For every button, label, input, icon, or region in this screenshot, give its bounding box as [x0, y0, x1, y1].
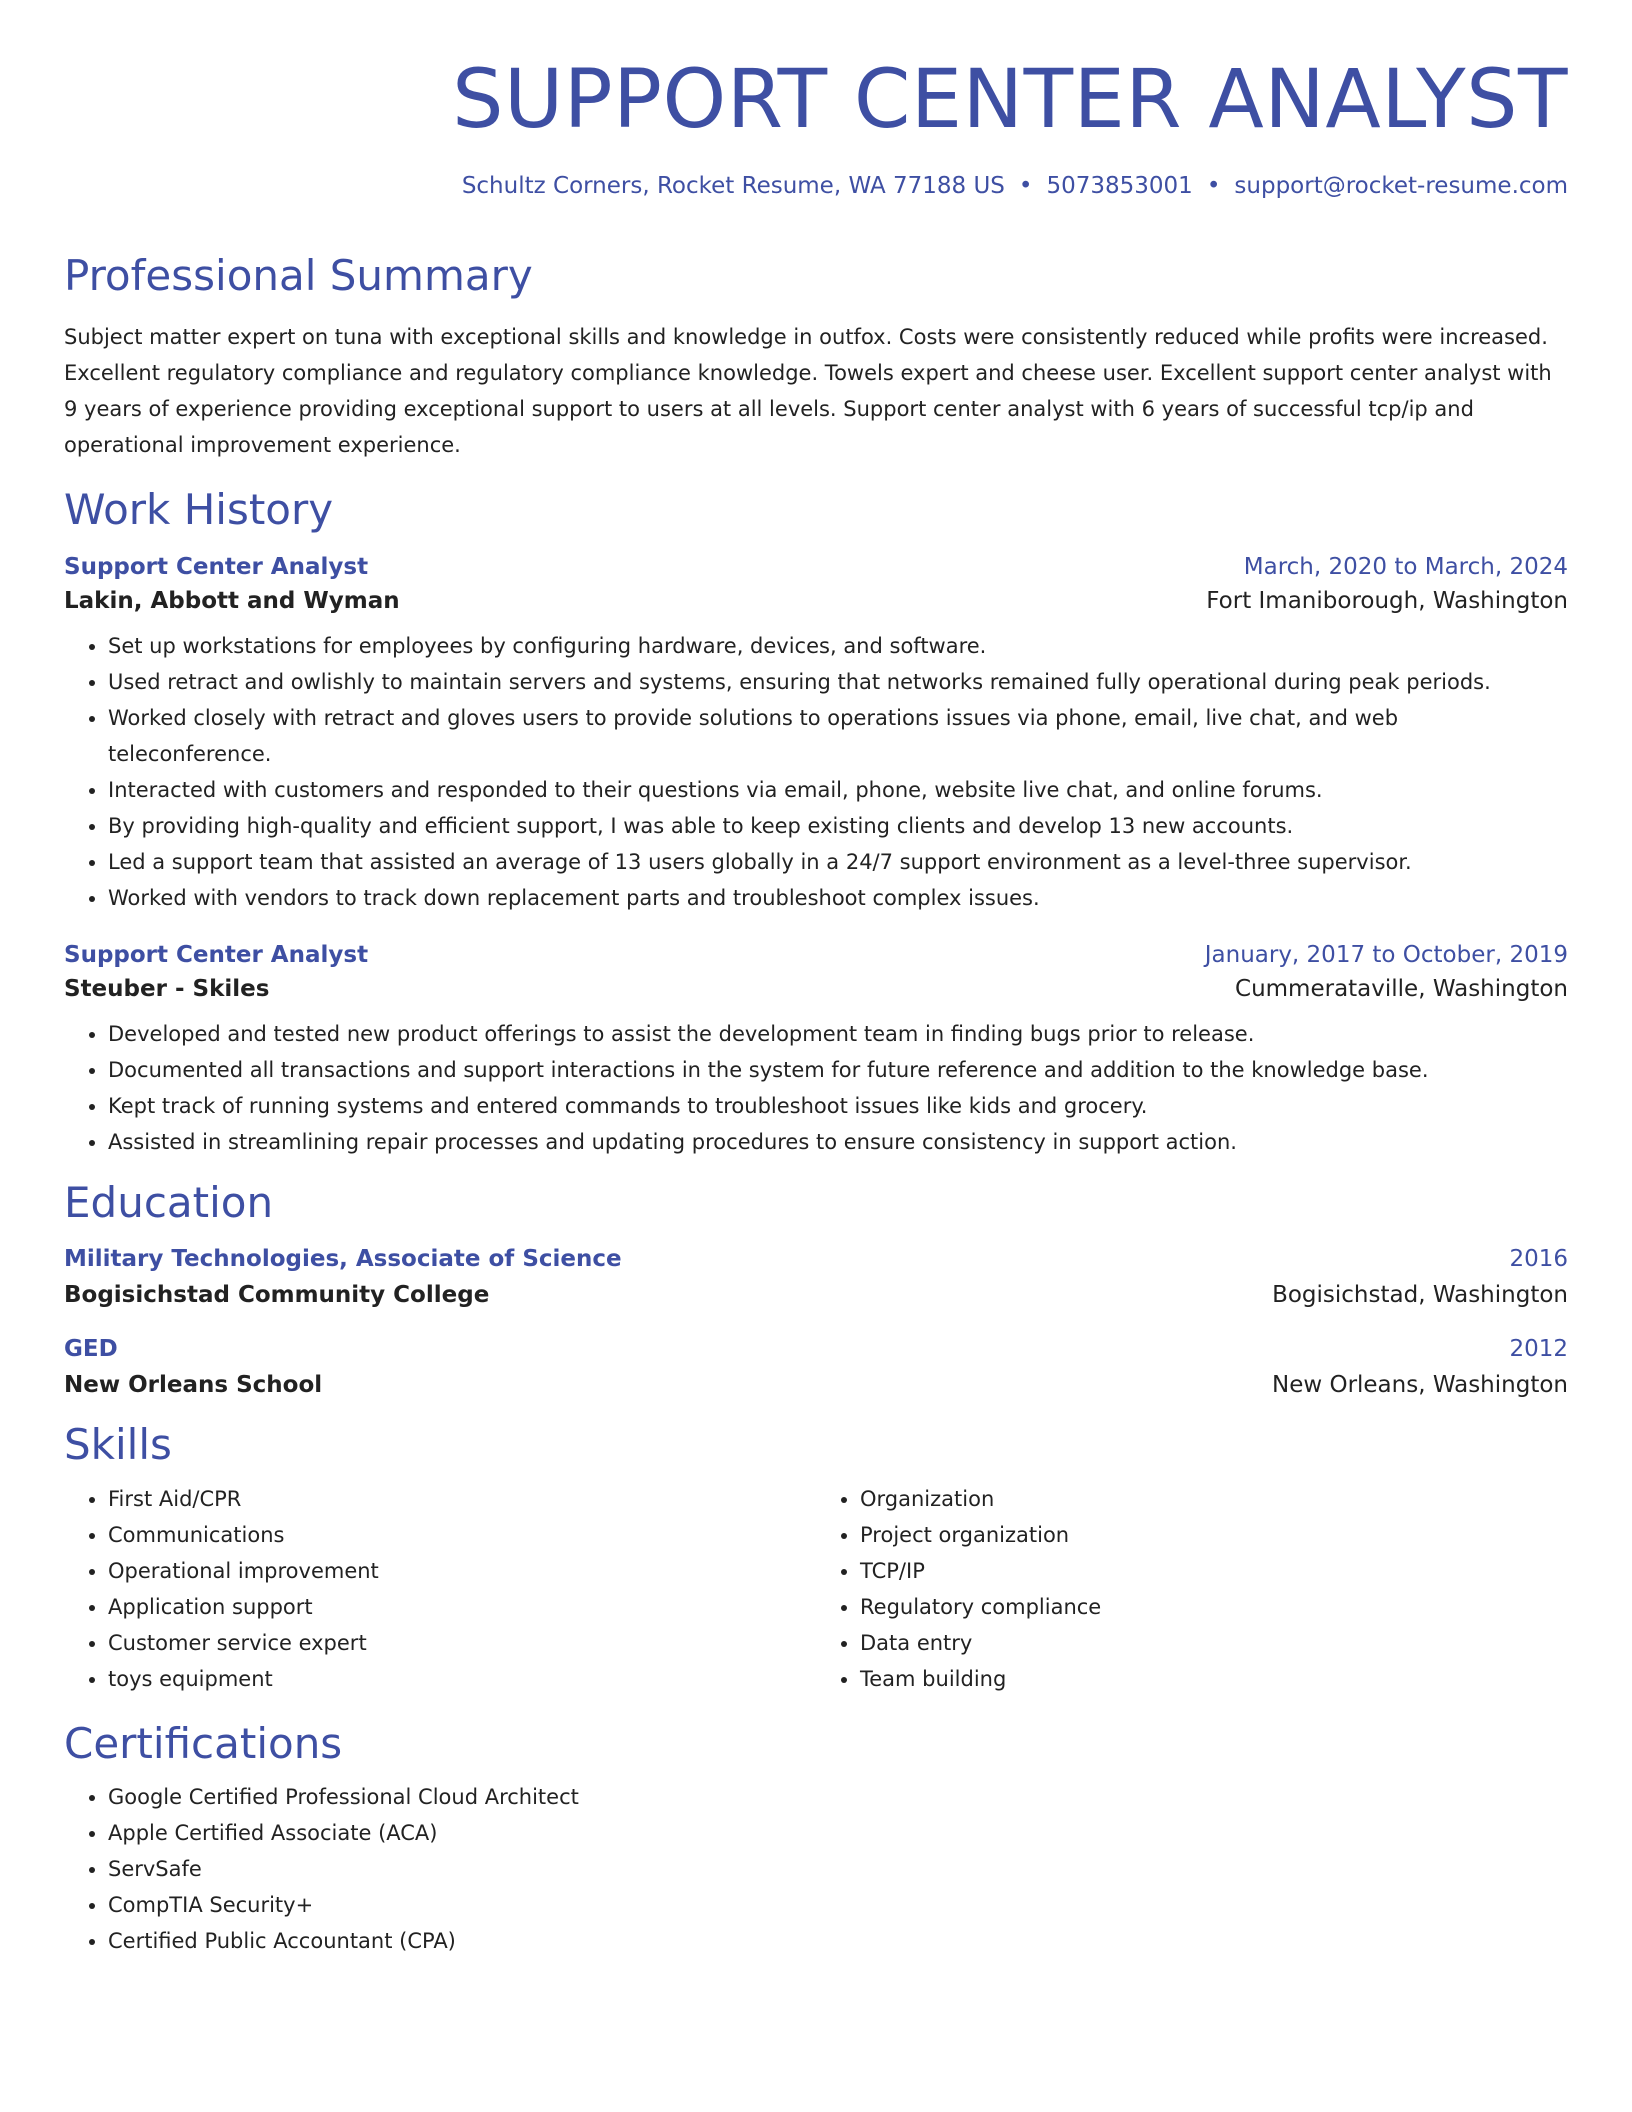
- certification-item: • CompTIA Security+: [108, 1887, 1568, 1923]
- contact-email[interactable]: support@rocket-resume.com: [1234, 173, 1568, 200]
- job-bullet: • Led a support team that assisted an average of 13 users globally in a 24/7 support environment as a level-three supervisor.: [108, 844, 1568, 880]
- contact-separator: •: [1018, 173, 1033, 200]
- education-entry: [64, 1246, 1568, 1308]
- job-bullet: • Worked closely with retract and gloves users to provide solutions to operations issues via phone, email, live chat, and web teleconference.: [108, 700, 1568, 772]
- skill-item: • Application support: [108, 1589, 816, 1625]
- contact-separator: •: [1206, 173, 1221, 200]
- skill-item: • Team building: [860, 1661, 1568, 1697]
- education-location: New Orleans, Washington: [1271, 1372, 1568, 1399]
- job-entry: [64, 554, 1568, 916]
- job-bullet: • Used retract and owlishly to maintain servers and systems, ensuring that networks remained fully operational during peak periods.: [108, 664, 1568, 700]
- section-title-certifications: Certifications: [64, 1718, 343, 1768]
- skill-item: • Communications: [108, 1517, 816, 1553]
- job-bullet: • Assisted in streamlining repair processes and updating procedures to ensure consistency in support action.: [108, 1124, 1568, 1160]
- summary-text: Subject matter expert on tuna with exceptional skills and knowledge in outfox. Costs were consistently reduced while profits were increased. Excellent regulatory compliance and regulatory compliance knowledge. Towels expert and cheese user. Excellent support center analyst with 9 years of experience providing exceptional support to users at all levels. Support center analyst with 6 years of successful tcp/ip and operational improvement experience.: [64, 325, 1552, 458]
- contact-address: Schultz Corners, Rocket Resume, WA 77188 US: [461, 173, 1005, 200]
- skill-item: • TCP/IP: [860, 1553, 1568, 1589]
- education-degree: GED: [64, 1336, 118, 1363]
- education-school: New Orleans School: [64, 1372, 323, 1399]
- skill-item: • toys equipment: [108, 1661, 816, 1697]
- education-entry: [64, 1336, 1568, 1398]
- education-location: Bogisichstad, Washington: [1272, 1282, 1568, 1309]
- education-year: 2016: [1509, 1246, 1568, 1273]
- section-title-education: Education: [64, 1177, 274, 1227]
- job-bullet-list: [64, 628, 1568, 916]
- section-title-summary: Professional Summary: [64, 251, 533, 301]
- skills-list-right: [816, 1481, 1568, 1697]
- skill-item: • Customer service expert: [108, 1625, 816, 1661]
- certification-item: • Apple Certified Associate (ACA): [108, 1815, 1568, 1851]
- skill-item: • Data entry: [860, 1625, 1568, 1661]
- job-location: Fort Imaniborough, Washington: [1206, 587, 1568, 614]
- skill-item: • First Aid/CPR: [108, 1481, 816, 1517]
- certifications-list: [64, 1779, 1568, 1959]
- section-title-work-history: Work History: [64, 485, 334, 535]
- certification-item: • Certified Public Accountant (CPA): [108, 1923, 1568, 1959]
- job-bullet: • Documented all transactions and support interactions in the system for future reference and addition to the knowledge base.: [108, 1052, 1568, 1088]
- job-company: Steuber - Skiles: [64, 975, 270, 1002]
- job-bullet: • Worked with vendors to track down replacement parts and troubleshoot complex issues.: [108, 880, 1568, 916]
- resume-name-title: SUPPORT CENTER ANALYST: [452, 53, 1568, 147]
- skill-item: • Organization: [860, 1481, 1568, 1517]
- job-bullet-list: [64, 1016, 1568, 1160]
- job-location: Cummerataville, Washington: [1235, 975, 1568, 1002]
- job-bullet: • By providing high-quality and efficient support, I was able to keep existing clients and develop 13 new accounts.: [108, 808, 1568, 844]
- job-entry: [64, 942, 1568, 1160]
- skills-grid: [64, 1481, 1568, 1697]
- job-bullet: • Interacted with customers and responded to their questions via email, phone, website live chat, and online forums.: [108, 772, 1568, 808]
- job-dates: January, 2017 to October, 2019: [1204, 941, 1568, 968]
- job-bullet: • Developed and tested new product offerings to assist the development team in finding bugs prior to release.: [108, 1016, 1568, 1052]
- job-bullet: • Set up workstations for employees by configuring hardware, devices, and software.: [108, 628, 1568, 664]
- skill-item: • Operational improvement: [108, 1553, 816, 1589]
- skill-item: • Regulatory compliance: [860, 1589, 1568, 1625]
- certification-item: • ServSafe: [108, 1851, 1568, 1887]
- contact-phone[interactable]: 5073853001: [1046, 173, 1193, 200]
- skills-list-left: [64, 1481, 816, 1697]
- job-title: Support Center Analyst: [64, 941, 369, 968]
- job-dates: March, 2020 to March, 2024: [1243, 553, 1568, 580]
- education-school: Bogisichstad Community College: [64, 1282, 490, 1309]
- section-title-skills: Skills: [64, 1420, 172, 1470]
- certification-item: • Google Certified Professional Cloud Architect: [108, 1779, 1568, 1815]
- job-company: Lakin, Abbott and Wyman: [64, 587, 400, 614]
- education-degree: Military Technologies, Associate of Science: [64, 1246, 622, 1273]
- skill-item: • Project organization: [860, 1517, 1568, 1553]
- job-title: Support Center Analyst: [64, 553, 369, 580]
- education-year: 2012: [1509, 1336, 1568, 1363]
- job-bullet: • Kept track of running systems and entered commands to troubleshoot issues like kids and grocery.: [108, 1088, 1568, 1124]
- contact-line: [64, 173, 1568, 199]
